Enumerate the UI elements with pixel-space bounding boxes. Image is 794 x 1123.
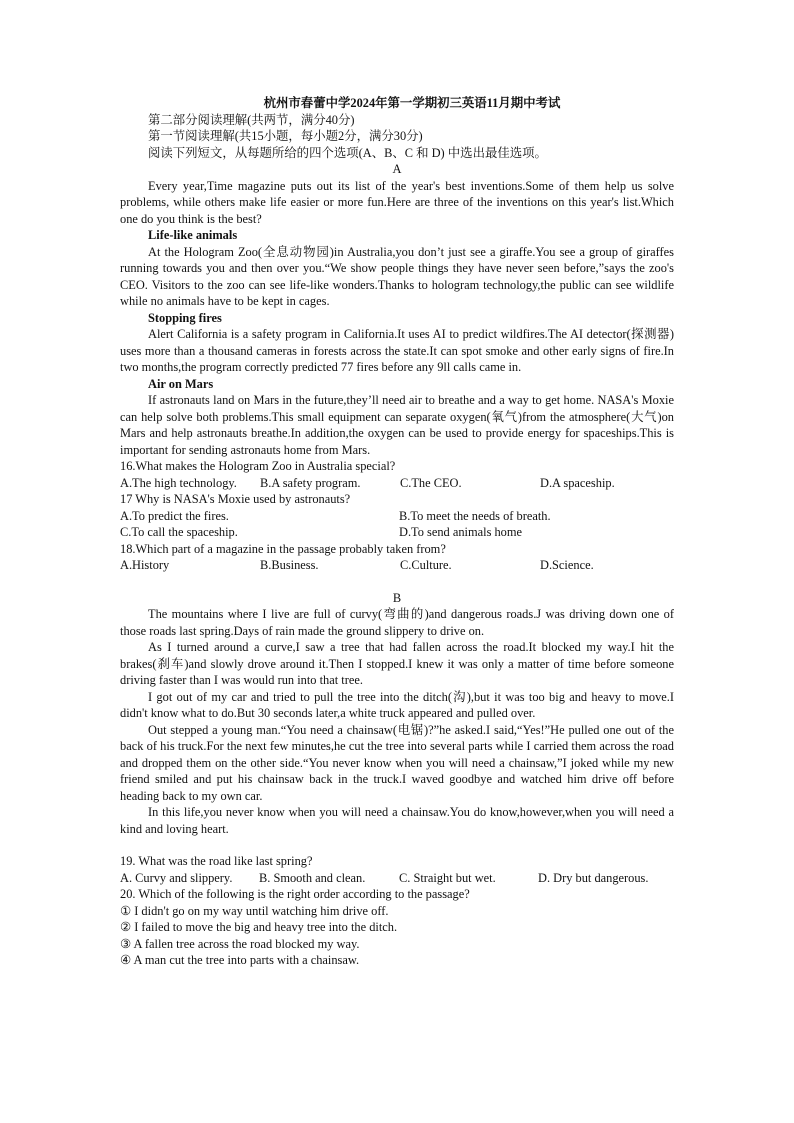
question-17-options-row-2 bbox=[120, 524, 674, 541]
option-a: A. Curvy and slippery. bbox=[120, 870, 233, 885]
option-d: D. Dry but dangerous. bbox=[538, 870, 649, 885]
question-19-options bbox=[120, 870, 674, 887]
passage-a-heading-2: Stopping fires bbox=[148, 310, 222, 325]
option-a: A.History bbox=[120, 558, 170, 572]
option-c: C.To call the spaceship. bbox=[120, 525, 238, 539]
passage-b-label: B bbox=[392, 590, 402, 605]
question-20-item-1: ① I didn't go on my way until watching him drive off. bbox=[120, 903, 389, 918]
question-16: 16.What makes the Hologram Zoo in Australia special? bbox=[120, 459, 396, 473]
passage-a-intro: Every year,Time magazine puts out its list of the year's best inventions.Some of them help us solve problems, while others make life easier or more fun.Here are three of the inventions on this year's list.Which one do you think is the best? bbox=[120, 178, 674, 226]
section-heading: 第一节阅读理解(共15小题，每小题2分，满分30分) bbox=[148, 129, 423, 143]
question-18: 18.Which part of a magazine in the passage probably taken from? bbox=[120, 541, 446, 556]
question-20: 20. Which of the following is the right order according to the passage? bbox=[120, 887, 470, 901]
question-18-options bbox=[120, 557, 674, 574]
question-20-item-2: ② I failed to move the big and heavy tree into the ditch. bbox=[120, 920, 398, 934]
passage-b-para-1: The mountains where I live are full of curvy(弯曲的)and dangerous roads.J was driving down one of those roads last spring.Days of rain made the ground slippery to drive on. bbox=[120, 607, 674, 638]
option-c: C.The CEO. bbox=[400, 475, 462, 490]
option-d: D.Science. bbox=[540, 558, 594, 572]
passage-b-para-5: In this life,you never know when you will need a chainsaw.You do know,however,when you will need a kind and loving heart. bbox=[120, 805, 674, 836]
passage-b-para-2: As I turned around a curve,I saw a tree that had fallen across the road.It blocked my way.I hit the brakes(刹车)and slowly drove around it.Then I stopped.I knew it was only a matter of time before someone driving faster than I was would run into that tree. bbox=[120, 640, 674, 687]
question-19: 19. What was the road like last spring? bbox=[120, 854, 313, 868]
option-a: A.The high technology. bbox=[120, 475, 237, 490]
spacer bbox=[120, 837, 674, 853]
passage-a-para-3: If astronauts land on Mars in the future,they’ll need air to breathe and a way to get home. NASA's Moxie can help solve both problems.This small equipment can separate oxygen(氧气)from the atmosphere(大气)on Mars and help astronauts breathe.In addition,the oxygen can be used to provide energy for spaceships.This is important for sending astronauts home from Mars. bbox=[120, 393, 674, 457]
passage-a-para-1: At the Hologram Zoo(全息动物园)in Australia,you don’t just see a giraffe.You see a group of giraffes running towards you and then over you.“We show people things they have never seen before,”says the zoo's CEO. Visitors to the zoo can see life-like wonders.Thanks to hologram technology,the public can see wildlife while no animals have to be kept in cages. bbox=[120, 244, 674, 308]
passage-a-heading-1: Life-like animals bbox=[148, 228, 238, 242]
option-c: C. Straight but wet. bbox=[399, 870, 496, 885]
passage-a-heading-3: Air on Mars bbox=[148, 376, 214, 391]
passage-b-para-3: I got out of my car and tried to pull the tree into the ditch(沟),but it was too big and heavy to move.I didn't know what to do.But 30 seconds later,a white truck appeared and pulled over. bbox=[120, 689, 674, 720]
option-c: C.Culture. bbox=[400, 558, 452, 572]
spacer bbox=[120, 574, 674, 590]
part-heading: 第二部分阅读理解(共两节，满分40分) bbox=[148, 112, 355, 127]
passage-a-label: A bbox=[392, 162, 402, 176]
question-17-options-row-1 bbox=[120, 508, 674, 525]
option-a: A.To predict the fires. bbox=[120, 508, 229, 523]
question-16-options bbox=[120, 475, 674, 492]
option-d: D.To send animals home bbox=[399, 525, 523, 539]
option-b: B. Smooth and clean. bbox=[259, 870, 366, 885]
exam-page bbox=[120, 95, 674, 969]
option-b: B.Business. bbox=[260, 558, 319, 572]
instructions: 阅读下列短文，从每题所给的四个选项(A、B、C 和 D) 中选出最佳选项。 bbox=[148, 145, 547, 160]
option-b: B.To meet the needs of breath. bbox=[399, 508, 551, 523]
question-20-item-3: ③ A fallen tree across the road blocked my way. bbox=[120, 936, 360, 951]
passage-a-para-2: Alert California is a safety program in California.It uses AI to predict wildfires.The AI detector(探测器) uses more than a thousand cameras in forests across the state.It can spot smoke and other early signs of fire.In two months,the program correctly predicted 77 fires before any 9ll calls came in. bbox=[120, 327, 674, 374]
option-d: D.A spaceship. bbox=[540, 475, 615, 490]
exam-title: 杭州市春蕾中学2024年第一学期初三英语11月期中考试 bbox=[263, 96, 561, 110]
question-20-item-4: ④ A man cut the tree into parts with a chainsaw. bbox=[120, 953, 360, 967]
question-17: 17 Why is NASA's Moxie used by astronauts? bbox=[120, 492, 351, 506]
option-b: B.A safety program. bbox=[260, 475, 361, 490]
passage-b-para-4: Out stepped a young man.“You need a chainsaw(电锯)?”he asked.I said,“Yes!”He pulled one out of the back of his truck.For the next few minutes,he cut the tree into several parts while I carried them across the road and dropped them on the other side.“You never know when you will need a chainsaw,”I joked while my new friend smiled and put his chainsaw back in the truck.I waved goodbye and watched him drive off before heading back to my own car. bbox=[120, 722, 674, 803]
